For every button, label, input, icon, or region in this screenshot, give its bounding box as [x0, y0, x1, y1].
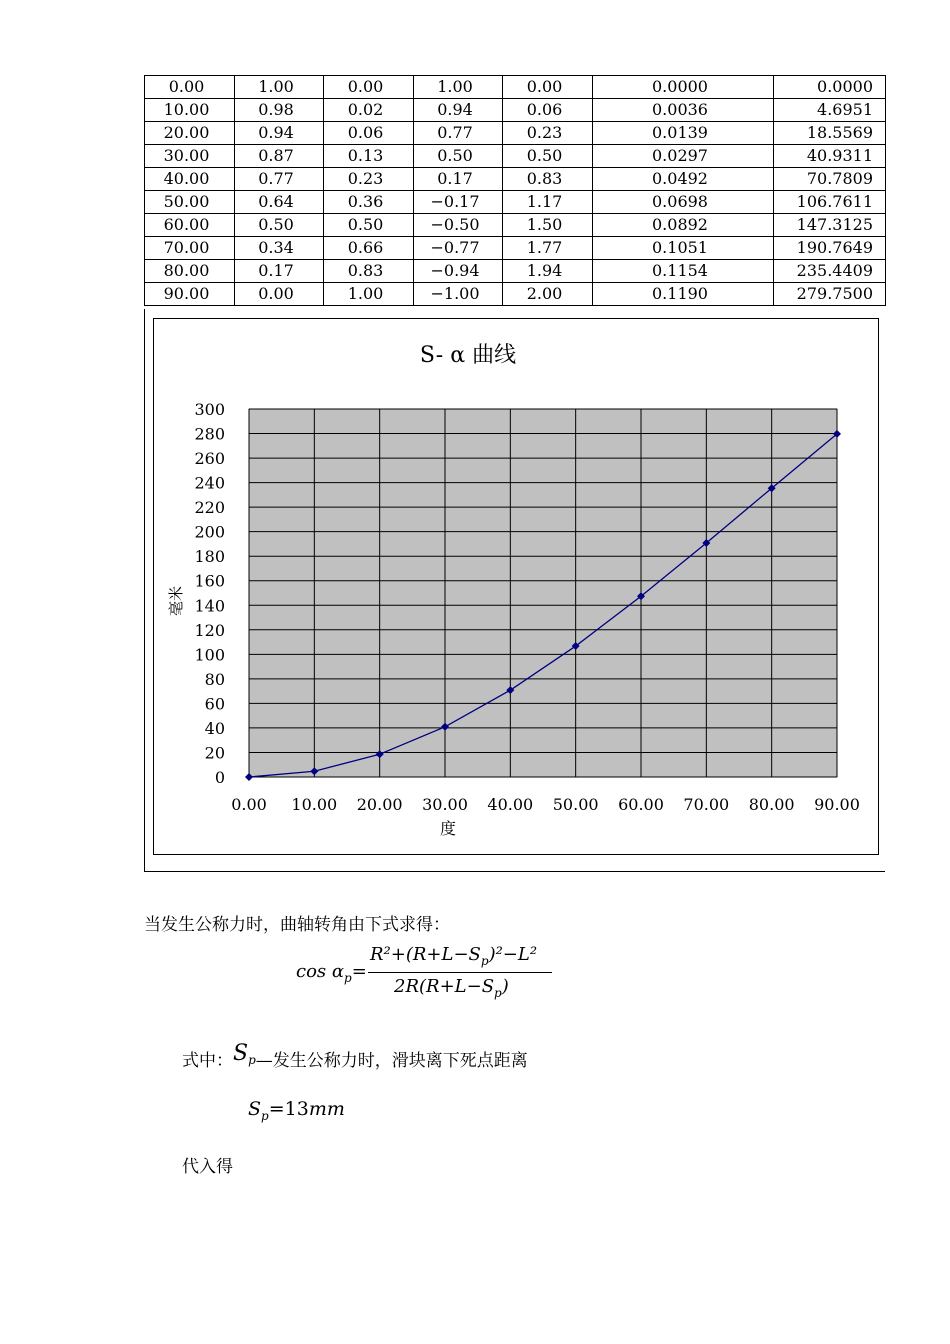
table-cell: 0.94 [235, 122, 324, 145]
x-tick-label: 80.00 [748, 795, 795, 814]
formula: $\cos \alpha_p=$ $R^2+(R+L-S_p)^2-L^2$ $2R(R+L-S_p)$ [296, 944, 566, 1004]
table-row [145, 283, 886, 306]
table-cell: 70.7809 [774, 168, 886, 191]
intro-text: 当发生公称力时，曲轴转角由下式求得： [144, 915, 450, 935]
table-cell: 235.4409 [774, 260, 886, 283]
table-cell: 0.1190 [593, 283, 774, 306]
table-cell: 1.77 [503, 237, 593, 260]
table-cell: 4.6951 [774, 99, 886, 122]
table-row [145, 260, 886, 283]
table-cell: 0.00 [145, 76, 235, 99]
y-tick-label: 300 [194, 400, 225, 419]
y-tick-label: 280 [194, 424, 225, 444]
table-cell: 0.77 [414, 122, 503, 145]
sp-sub: p [248, 1053, 256, 1067]
y-tick-label: 20 [204, 743, 225, 763]
chart-title: S- α 曲线 [419, 343, 517, 368]
table-cell: 0.50 [503, 145, 593, 168]
table-cell: 0.06 [324, 122, 414, 145]
x-tick-label: 10.00 [291, 795, 338, 814]
table-cell: 1.00 [324, 283, 414, 306]
table-cell: 0.0297 [593, 145, 774, 168]
x-tick-label: 30.00 [422, 795, 468, 814]
table-cell: 0.34 [235, 237, 324, 260]
x-tick-label: 20.00 [356, 795, 403, 814]
table-cell: 0.00 [324, 76, 414, 99]
table-cell: 0.66 [324, 237, 414, 260]
plot-area [249, 409, 837, 777]
y-tick-label: 60 [204, 694, 225, 714]
y-tick-label: 160 [194, 571, 225, 591]
x-tick-label: 70.00 [683, 795, 730, 814]
table-row [145, 191, 886, 214]
y-tick-label: 100 [194, 645, 225, 665]
y-tick-label: 260 [194, 449, 225, 469]
sp-eq-symbol: S [248, 1098, 262, 1120]
table-cell: 0.77 [235, 168, 324, 191]
table-cell: 0.50 [324, 214, 414, 237]
table-row [145, 237, 886, 260]
formula-alpha: α [331, 961, 345, 982]
formula-denominator: 2R(R+L−S [394, 976, 495, 997]
table-cell: 0.50 [414, 145, 503, 168]
table-cell: 0.1051 [593, 237, 774, 260]
y-tick-label: 240 [194, 473, 225, 493]
table-cell: −0.17 [414, 191, 503, 214]
table-cell: 18.5569 [774, 122, 886, 145]
y-tick-label: 200 [194, 522, 225, 542]
table-cell: 0.0036 [593, 99, 774, 122]
table-cell: 0.06 [503, 99, 593, 122]
x-tick-label: 90.00 [814, 795, 860, 814]
table-cell: 0.0698 [593, 191, 774, 214]
table-cell: 0.94 [414, 99, 503, 122]
table-row [145, 145, 886, 168]
y-tick-label: 120 [194, 620, 225, 640]
table-row [145, 122, 886, 145]
formula-num-sub: p [480, 954, 489, 968]
fraction-bar [368, 972, 552, 973]
table-cell: 0.23 [324, 168, 414, 191]
table-cell: 0.1154 [593, 260, 774, 283]
table-cell: 0.64 [235, 191, 324, 214]
table-cell: −0.94 [414, 260, 503, 283]
table-cell: −1.00 [414, 283, 503, 306]
table-cell: 0.98 [235, 99, 324, 122]
data-table [144, 75, 886, 306]
y-tick-label: 140 [194, 596, 225, 616]
table-cell: 1.17 [503, 191, 593, 214]
table-cell: 0.36 [324, 191, 414, 214]
table-cell: 1.94 [503, 260, 593, 283]
table-cell: 0.0892 [593, 214, 774, 237]
table-cell: 0.83 [324, 260, 414, 283]
table-row [145, 214, 886, 237]
table-cell: 0.23 [503, 122, 593, 145]
sp-symbol: S [233, 1041, 249, 1066]
table-cell: 0.17 [235, 260, 324, 283]
table-cell: 147.3125 [774, 214, 886, 237]
table-cell: 0.13 [324, 145, 414, 168]
table-cell: 0.87 [235, 145, 324, 168]
table-row [145, 99, 886, 122]
y-tick-label: 40 [204, 718, 225, 738]
x-tick-label: 40.00 [487, 795, 534, 814]
chart-area [153, 318, 879, 855]
sp-eq-value: =13 [268, 1098, 309, 1120]
table-cell: 10.00 [145, 99, 235, 122]
table-cell: 0.02 [324, 99, 414, 122]
where-line [182, 1041, 528, 1072]
formula-cos: cos [296, 961, 327, 982]
y-axis-label: 毫米 [167, 585, 185, 617]
formula-numerator-tail: )²−L² [488, 944, 538, 965]
y-tick-label: 80 [204, 669, 225, 689]
table-cell: 60.00 [145, 214, 235, 237]
table-cell: 30.00 [145, 145, 235, 168]
table-cell: 0.17 [414, 168, 503, 191]
table-cell: 80.00 [145, 260, 235, 283]
table-cell: 90.00 [145, 283, 235, 306]
table-cell: −0.77 [414, 237, 503, 260]
table-cell: 2.00 [503, 283, 593, 306]
formula-numerator: R²+(R+L−S [370, 944, 481, 965]
table-cell: 70.00 [145, 237, 235, 260]
table-cell: 0.00 [503, 76, 593, 99]
y-tick-label: 0 [214, 768, 225, 787]
formula-denominator-tail: ) [501, 976, 509, 997]
sp-eq-sub: p [261, 1109, 269, 1123]
x-tick-label: 50.00 [552, 795, 599, 814]
table-cell: 106.7611 [774, 191, 886, 214]
table-cell: 20.00 [145, 122, 235, 145]
table-cell: 1.00 [414, 76, 503, 99]
closing-text: 代入得 [182, 1157, 233, 1177]
table-row [145, 168, 886, 191]
x-axis-label: 度 [439, 819, 457, 838]
table-cell: 1.50 [503, 214, 593, 237]
x-tick-label: 60.00 [618, 795, 664, 814]
table-cell: 40.00 [145, 168, 235, 191]
table-cell: 0.0000 [774, 76, 886, 99]
sp-equation [248, 1098, 345, 1123]
chart-svg [154, 319, 878, 854]
table-cell: 0.0139 [593, 122, 774, 145]
formula-alpha-sub: p [344, 971, 352, 985]
table-cell: 0.0492 [593, 168, 774, 191]
x-tick-label: 0.00 [231, 795, 267, 814]
table-cell: 40.9311 [774, 145, 886, 168]
where-prefix: 式中： [182, 1051, 233, 1071]
table-cell: 0.83 [503, 168, 593, 191]
table-cell: 279.7500 [774, 283, 886, 306]
table-cell: 0.0000 [593, 76, 774, 99]
table-cell: 0.00 [235, 283, 324, 306]
table-cell: 50.00 [145, 191, 235, 214]
where-desc: —发生公称力时，滑块离下死点距离 [255, 1051, 528, 1071]
table-cell: 1.00 [235, 76, 324, 99]
y-tick-label: 220 [194, 498, 225, 518]
table-cell: 190.7649 [774, 237, 886, 260]
table-cell: −0.50 [414, 214, 503, 237]
sp-eq-unit: mm [308, 1098, 345, 1120]
y-tick-label: 180 [194, 547, 225, 567]
table-row [145, 76, 886, 99]
table-cell: 0.50 [235, 214, 324, 237]
formula-den-sub: p [494, 986, 502, 1000]
